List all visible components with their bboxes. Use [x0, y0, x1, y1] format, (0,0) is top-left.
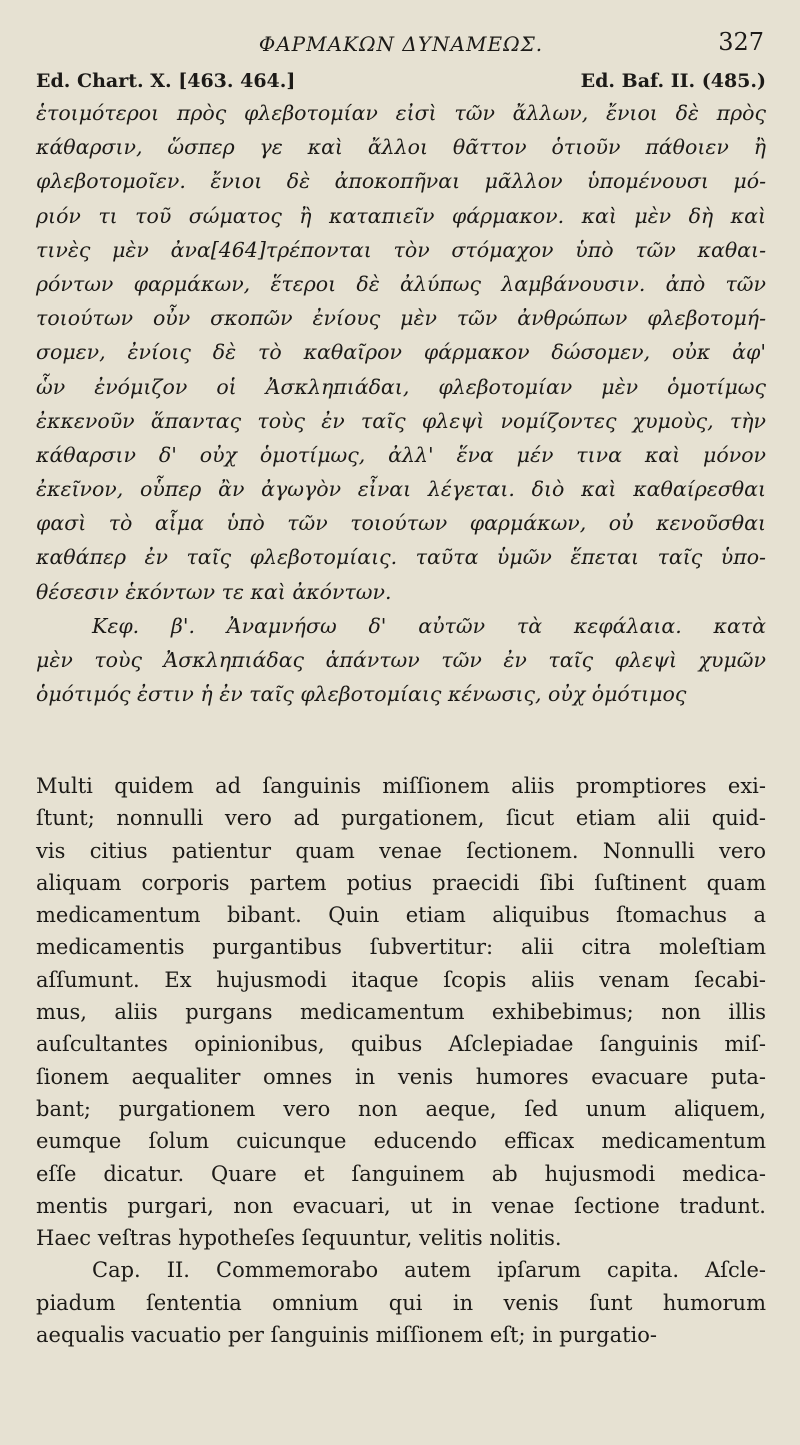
greek-line: ἐκκενοῦν ἅπαντας τοὺς ἐν ταῖς φλεψὶ νομίζοντες χυμοὺς, τὴν — [36, 408, 766, 433]
latin-line: mus, aliis purgans medicamentum exhibebimus; non illis — [36, 1000, 766, 1025]
latin-line: Haec veſtras hypotheſes ſequuntur, velitis nolitis. — [36, 1226, 562, 1251]
greek-line: τοιούτων οὖν σκοπῶν ἐνίους μὲν τῶν ἀνθρώπων φλεβοτομή- — [36, 306, 766, 331]
latin-line: bant; purgationem vero non aeque, ſed unum aliquem, — [36, 1096, 766, 1121]
latin-line: aequalis vacuatio per ſanguinis miſſionem eſt; in purgatio- — [36, 1323, 658, 1348]
latin-line: medicamentum bibant. Quin etiam aliquibus ſtomachus a — [36, 903, 766, 928]
greek-line: καθάπερ ἐν ταῖς φλεβοτομίαις. ταῦτα ὑμῶν ἕπεται ταῖς ὑπο- — [36, 545, 766, 570]
latin-line: vis citius patientur quam venae ſectionem. Nonnulli vero — [36, 838, 766, 863]
greek-line: φασὶ τὸ αἷμα ὑπὸ τῶν τοιούτων φαρμάκων, οὐ κενοῦσθαι — [36, 511, 766, 536]
greek-line: κάθαρσιν δ' οὐχ ὁμοτίμως, ἀλλ' ἕνα μέν τινα καὶ μόνον — [36, 442, 766, 467]
latin-line: auſcultantes opinionibus, quibus Aſclepiadae ſanguinis miſ- — [36, 1032, 766, 1057]
edition-basel: Ed. Baf. II. (485.) — [580, 70, 766, 92]
page-number: 327 — [718, 28, 764, 56]
greek-line: μὲν τοὺς Ἀσκληπιάδας ἁπάντων τῶν ἐν ταῖς φλεψὶ χυμῶν — [36, 648, 766, 672]
greek-text-block — [36, 96, 766, 711]
greek-line: φλεβοτομοῖεν. ἔνιοι δὲ ἀποκοπῆναι μᾶλλον ὑπομένουσι μό- — [36, 169, 766, 194]
latin-line: aſſumunt. Ex hujusmodi itaque ſcopis aliis venam ſecabi- — [36, 967, 766, 992]
running-title: ΦΑΡΜΑΚΩΝ ΔΥΝΑΜΕΩΣ. — [258, 32, 544, 56]
greek-line: ἑτοιμότεροι πρὸς φλεβοτομίαν εἰσὶ τῶν ἄλλων, ἔνιοι δὲ πρὸς — [36, 101, 766, 125]
latin-line: medicamentis purgantibus ſubvertitur: alii citra moleſtiam — [36, 935, 766, 960]
greek-line: ρόντων φαρμάκων, ἕτεροι δὲ ἀλύπως λαμβάνουσιν. ἀπὸ τῶν — [36, 271, 766, 296]
greek-line: ἐκεῖνον, οὗπερ ἂν ἀγωγὸν εἶναι λέγεται. διὸ καὶ καθαίρεσθαι — [36, 477, 766, 502]
latin-line: eſſe dicatur. Quare et ſanguinem ab hujusmodi medica- — [36, 1161, 766, 1186]
greek-line: κάθαρσιν, ὥσπερ γε καὶ ἄλλοι θᾶττον ὁτιοῦν πάθοιεν ἢ — [36, 135, 766, 160]
latin-line: piadum ſententia omnium qui in venis ſunt humorum — [36, 1290, 766, 1315]
latin-line: eumque ſolum cuicunque educendo efficax medicamentum — [36, 1129, 766, 1154]
latin-line: aliquam corporis partem potius praecidi ſibi ſuſtinent quam — [36, 870, 766, 895]
greek-line: Κεφ. β'. Ἀναμνήσω δ' αὐτῶν τὰ κεφάλαια. κατὰ — [92, 613, 766, 638]
greek-line: θέσεσιν ἑκόντων τε καὶ ἀκόντων. — [36, 579, 392, 604]
edition-chartier: Ed. Chart. X. [463. 464.] — [36, 70, 296, 92]
latin-line: mentis purgari, non evacuari, ut in venae ſectione tradunt. — [36, 1193, 766, 1218]
latin-line: ſtunt; nonnulli vero ad purgationem, ſicut etiam alii quid- — [36, 806, 766, 831]
greek-line: ὁμότιμός ἐστιν ἡ ἐν ταῖς φλεβοτομίαις κένωσις, οὐχ ὁμότιμος — [36, 682, 687, 707]
latin-text-block — [36, 770, 766, 1351]
latin-line: ſionem aequaliter omnes in venis humores evacuare puta- — [36, 1064, 766, 1089]
page-header — [36, 28, 766, 62]
greek-line: τινὲς μὲν ἀνα[464]τρέπονται τὸν στόμαχον ὑπὸ τῶν καθαι- — [36, 237, 766, 262]
latin-line: Cap. II. Commemorabo autem ipſarum capita. Aſcle- — [92, 1258, 766, 1283]
greek-line: σομεν, ἐνίοις δὲ τὸ καθαῖρον φάρμακον δώσομεν, οὐκ ἀφ' — [36, 340, 766, 365]
greek-line: ὧν ἐνόμιζον οἱ Ἀσκληπιάδαι, φλεβοτομίαν μὲν ὁμοτίμως — [36, 374, 766, 399]
edition-references — [36, 62, 766, 94]
greek-line: ριόν τι τοῦ σώματος ἢ καταπιεῖν φάρμακον. καὶ μὲν δὴ καὶ — [36, 203, 766, 228]
latin-line: Multi quidem ad ſanguinis miſſionem aliis promptiores exi- — [36, 774, 766, 798]
